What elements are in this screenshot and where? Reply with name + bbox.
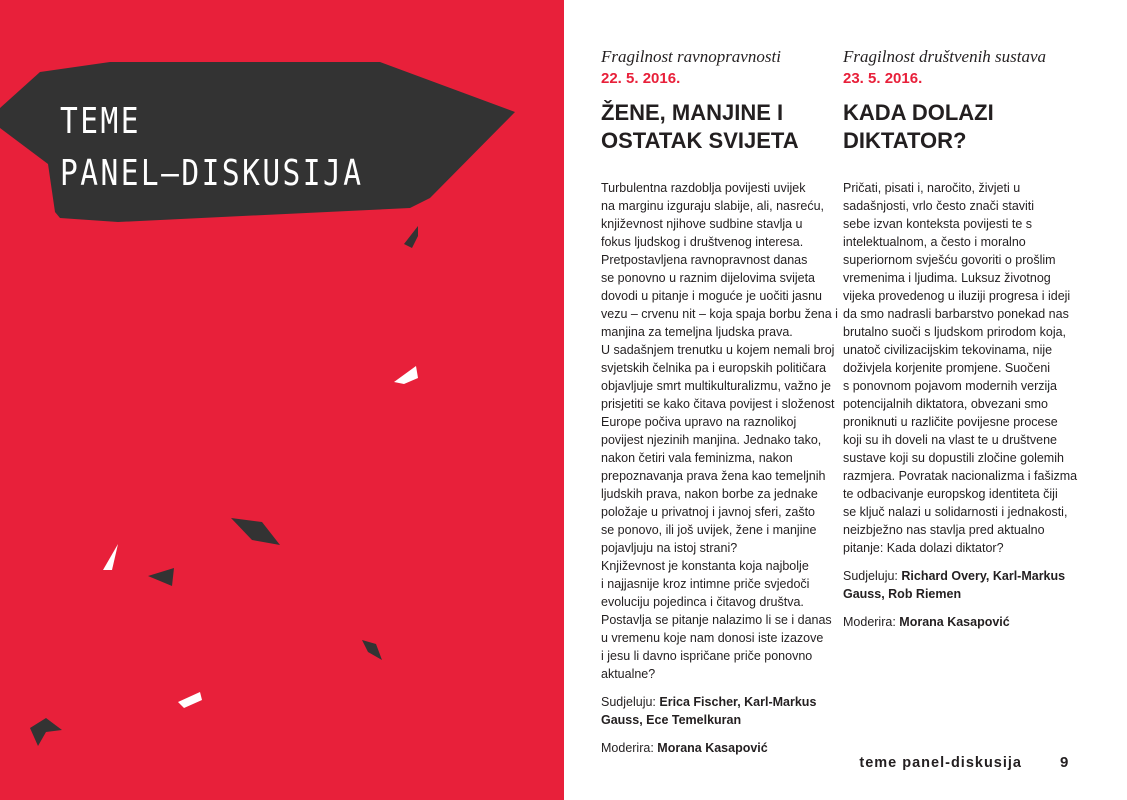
body-line: razmjera. Povratak nacionalizma i fašizma [843, 469, 1078, 483]
article-equality [601, 46, 837, 757]
black-shard-1 [404, 226, 418, 248]
headline-line: ŽENE, MANJINE I [601, 100, 784, 125]
body-line: Pretpostavljena ravnopravnost danas [601, 253, 808, 267]
body-line: U sadašnjem trenutku u kojem nemali broj [601, 343, 835, 357]
body-line: prisjetiti se kako čitava povijest i složenost [601, 397, 835, 411]
body-line: i najjasnije kroz intimne priče svjedoči [601, 577, 810, 591]
body-line: objavljuje smrt multikulturalizmu, važno je [601, 379, 831, 393]
body-line: unatoč civilizacijskim tekovinama, nije [843, 343, 1053, 357]
moderator-name: Morana Kasapović [657, 741, 768, 755]
body-line: povijest njezinih manjina. Jednako tako, [601, 433, 822, 447]
body-line: Postavlja se pitanje nalazimo li se i danas [601, 613, 832, 627]
participants-label: Sudjeluju: [601, 695, 660, 709]
body-line: prepoznavanja prava žena kao temeljnih [601, 469, 826, 483]
black-shard-4 [362, 640, 382, 660]
body-line: književnost njihove sudbine stavlja u [601, 217, 803, 231]
running-footer: teme panel-diskusija [859, 755, 1022, 771]
body-line: brutalno suoči s ljudskom prirodom koja, [843, 325, 1067, 339]
white-shard-2 [103, 544, 118, 570]
body-line: pojavljuju na istoj strani? [601, 541, 738, 555]
body-line: svjetskih čelnika pa i europskih političara [601, 361, 827, 375]
article-body [843, 179, 1079, 557]
participants-names: Richard Overy, Karl-Markus [901, 569, 1066, 583]
participants-names: Gauss, Ece Temelkuran [601, 713, 742, 727]
headline-line: OSTATAK SVIJETA [601, 128, 799, 153]
body-line: ljudskih prava, nakon borbe za jednake [601, 487, 818, 501]
body-line: sadašnjosti, vrlo često znači staviti [843, 199, 1035, 213]
body-line: u vremenu koje nam donosi iste izazove [601, 631, 824, 645]
participants-label: Sudjeluju: [843, 569, 902, 583]
body-line: na marginu izguraju slabije, ali, nasreću, [601, 199, 825, 213]
body-line: i jesu li davno ispričane priče ponovno [601, 649, 813, 663]
body-line: proniknuti u različite povijesne procese [843, 415, 1058, 429]
body-line: se ponovo, ili još uvijek, žene i manjine [601, 523, 817, 537]
body-line: nakon četiri vala feminizma, nakon [601, 451, 793, 465]
body-line: Europe počiva upravo na raznolikoj [601, 415, 797, 429]
body-line: sustave koji su dopustili zločine golemih [843, 451, 1064, 465]
body-line: Turbulentna razdoblja povijesti uvijek [601, 181, 806, 195]
article-date: 23. 5. 2016. [843, 70, 923, 87]
body-line: se ključ nalazi u solidarnosti i jednakosti, [843, 505, 1068, 519]
moderator [843, 613, 1079, 631]
body-line: te odbacivanje europskog identiteta čiji [843, 487, 1058, 501]
participants [843, 567, 1079, 603]
body-line: evoluciju pojedinca i čitavog društva. [601, 595, 804, 609]
body-line: doživjela korjenite promjene. Suočeni [843, 361, 1051, 375]
body-line: potencijalnih diktatora, obvezani smo [843, 397, 1048, 411]
black-shard-2 [231, 518, 280, 545]
body-line: fokus ljudskog i društvenog interesa. [601, 235, 804, 249]
article-subtitle: Fragilnost društvenih sustava [843, 47, 1047, 66]
participants-names: Gauss, Rob Riemen [843, 587, 962, 601]
body-line: Pričati, pisati i, naročito, živjeti u [843, 181, 1021, 195]
black-shard-3 [148, 568, 174, 586]
article-subtitle: Fragilnost ravnopravnosti [601, 47, 781, 66]
body-line: se ponovno u raznim dijelovima svijeta [601, 271, 815, 285]
headline-line: KADA DOLAZI [843, 100, 994, 125]
panel-title [60, 96, 363, 200]
headline-line: DIKTATOR? [843, 128, 967, 153]
article-dictator [843, 46, 1079, 631]
body-line: sebe izvan konteksta povijesti te s [843, 217, 1032, 231]
body-line: vezu – crvenu nit – koja spaja borbu žena i [601, 307, 838, 321]
body-line: vremenima i ljudima. Luksuz životnog [843, 271, 1051, 285]
article-headline [843, 99, 1079, 155]
white-shard-1 [394, 366, 418, 384]
body-line: vijeka provedenog u iluziji progresa i ideji [843, 289, 1071, 303]
body-line: superiornom svješću govoriti o prošlim [843, 253, 1056, 267]
body-line: intelektualnom, a često i moralno [843, 235, 1026, 249]
body-line: aktualne? [601, 667, 656, 681]
body-line: Književnost je konstanta koja najbolje [601, 559, 809, 573]
panel-title-line-2: PANEL–DISKUSIJA [60, 153, 364, 194]
body-line: položaje u privatnoj i javnoj sferi, zašto [601, 505, 816, 519]
page-number: 9 [1060, 754, 1069, 771]
body-line: manjina za temeljna ljudska prava. [601, 325, 793, 339]
white-shard-3 [178, 692, 202, 708]
body-line: dovodi u pitanje i moguće je uočiti jasnu [601, 289, 822, 303]
body-line: s ponovnom pojavom modernih verzija [843, 379, 1057, 393]
moderator-label: Moderira: [601, 741, 658, 755]
participants-names: Erica Fischer, Karl-Markus [659, 695, 817, 709]
body-line: pitanje: Kada dolazi diktator? [843, 541, 1004, 555]
body-line: da smo nadrasli barbarstvo ponekad nas [843, 307, 1069, 321]
body-line: neizbježno nas stavlja pred aktualno [843, 523, 1045, 537]
participants [601, 693, 837, 729]
black-shard-5 [30, 718, 62, 746]
article-body [601, 179, 837, 683]
article-headline [601, 99, 837, 155]
moderator [601, 739, 837, 757]
article-date: 22. 5. 2016. [601, 70, 681, 87]
body-line: koji su ih doveli na vlast te u društvene [843, 433, 1058, 447]
panel-title-line-1: TEME [60, 101, 141, 142]
moderator-label: Moderira: [843, 615, 900, 629]
moderator-name: Morana Kasapović [899, 615, 1010, 629]
